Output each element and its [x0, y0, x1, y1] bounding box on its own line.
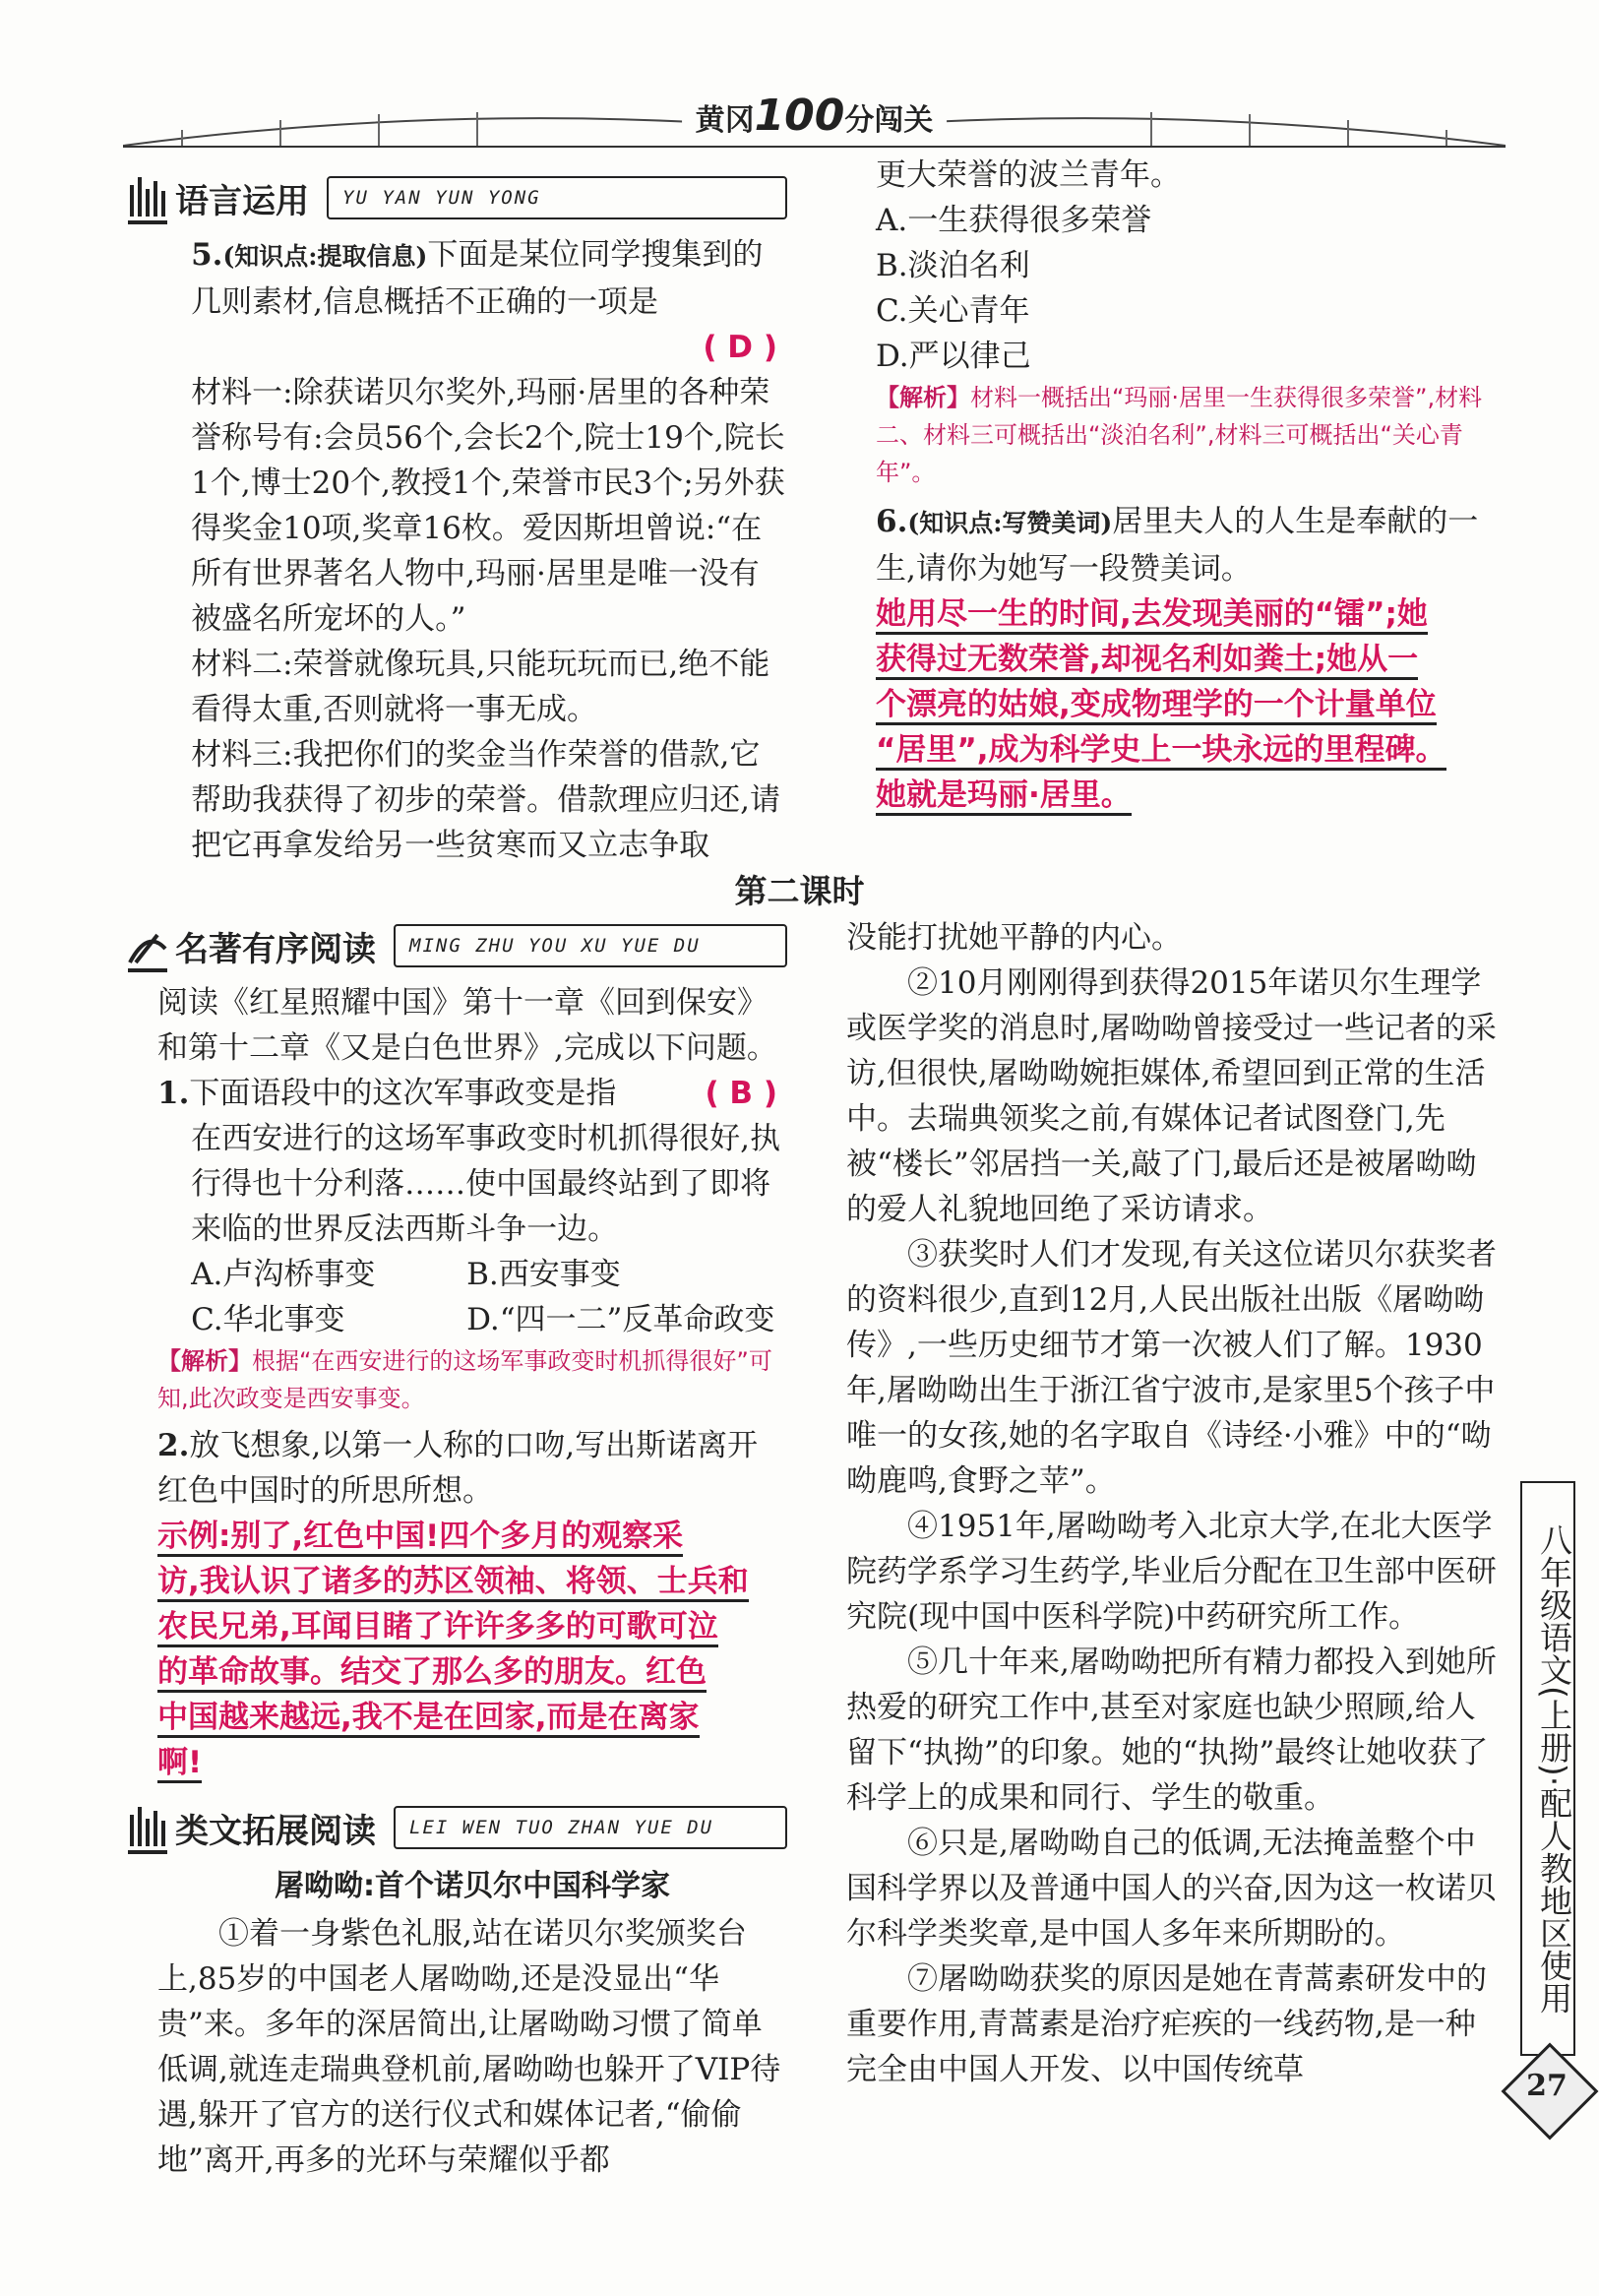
analysis-text: 根据“在西安进行的这场军事政变时机抓得很好”可知,此次政变是西安事变。 — [157, 1347, 772, 1412]
answer-line: 农民兄弟,耳闻目睹了许许多多的可歌可泣 — [157, 1609, 718, 1647]
page-number: 27 — [1526, 2069, 1568, 2103]
question-number: 2. — [157, 1428, 190, 1463]
option-b: B.西安事变 — [466, 1257, 621, 1292]
material-1: 材料一:除获诺贝尔奖外,玛丽·居里的各种荣誉称号有:会员56个,会长2个,院士19个,院长1个,博士20个,教授1个,荣誉市民3个;另外获得奖金10项,奖章16枚。爱因斯坦曾说:“在所有世界著名人物中,玛丽·居里是唯一没有被盛名所宠坏的人。” — [191, 375, 785, 637]
question-number: 6. — [876, 504, 908, 539]
header-rule — [123, 146, 1506, 148]
question-stem: 放飞想象,以第一人称的口吻,写出斯诺离开红色中国时的所思所想。 — [157, 1428, 759, 1509]
question-number: 1. — [157, 1076, 190, 1111]
analysis-text: 材料一概括出“玛丽·居里一生获得很多荣誉”,材料二、材料三可概括出“淡泊名利”,材料三可概括出“关心青年”。 — [876, 384, 1483, 486]
option-d: D.“四一二”反革命政变 — [466, 1302, 775, 1337]
answer-6 — [876, 591, 1506, 818]
header-number: 100 — [754, 91, 845, 141]
analysis-label: 【解析】 — [876, 384, 970, 411]
reading-q1 — [157, 1071, 787, 1116]
section-header-yuyan — [128, 167, 787, 228]
question-stem: 下面语段中的这次军事政变是指 — [189, 1076, 617, 1111]
article-paragraph-1: ①着一身紫色礼服,站在诺贝尔奖颁奖台上,85岁的中国老人屠呦呦,还是没显出“华贵”来。多年的深居简出,让屠呦呦习惯了简单低调,就连走瑞典登机前,屠呦呦也躲开了VIP待遇,躲开了官方的送行仪式和媒体记者,“偷偷地”离开,再多的光环与荣耀似乎都 — [157, 1916, 781, 2178]
article-title: 屠呦呦:首个诺贝尔中国科学家 — [275, 1869, 670, 1903]
section-icon — [128, 919, 167, 972]
header-pre: 黄冈 — [695, 103, 755, 138]
lesson-title: 第二课时 — [734, 872, 865, 910]
left-column-bottom — [157, 915, 787, 2183]
article-paragraph-3: ③获奖时人们才发现,有关这位诺贝尔获奖者的资料很少,直到12月,人民出版社出版《屠呦呦传》,一些历史细节才第一次被人们了解。1930年,屠呦呦出生于浙江省宁波市,是家里5个孩子中唯一的女孩,她的名字取自《诗经·小雅》中的“呦呦鹿鸣,食野之苹”。 — [846, 1237, 1497, 1499]
answer-choice: ( D ) — [703, 330, 777, 365]
answer-2 — [157, 1514, 787, 1785]
left-column-top — [157, 167, 787, 868]
answer-line: 啊! — [157, 1745, 202, 1783]
section-title: 语言运用 — [175, 181, 309, 221]
answer-line: 她就是玛丽·居里。 — [876, 777, 1132, 816]
section-title: 名著有序阅读 — [175, 929, 376, 969]
option-b: B.淡泊名利 — [876, 248, 1030, 283]
section-title: 类文拓展阅读 — [175, 1811, 376, 1851]
answer-choice: ( B ) — [705, 1076, 777, 1111]
answer-line: 获得过无数荣誉,却视名利如粪土;她从一 — [876, 642, 1418, 680]
options-row-1 — [157, 1252, 787, 1297]
section-pinyin: LEI WEN TUO ZHAN YUE DU — [394, 1806, 787, 1849]
section-header-leiwen — [128, 1797, 787, 1858]
right-column-bottom — [846, 915, 1506, 2092]
article-paragraph-6: ⑥只是,屠呦呦自己的低调,无法掩盖整个中国科学界以及普通中国人的兴奋,因为这一枚诺贝尔科学类奖章,是中国人多年来所期盼的。 — [846, 1826, 1497, 1952]
page-header — [123, 91, 1506, 150]
section-pinyin: MING ZHU YOU XU YUE DU — [394, 924, 787, 967]
question-6 — [876, 499, 1506, 591]
analysis — [157, 1342, 787, 1417]
options-row-2 — [157, 1297, 787, 1342]
option-c: C.华北事变 — [191, 1302, 345, 1337]
article-paragraph-4: ④1951年,屠呦呦考入北京大学,在北大医学院药学系学习生药学,毕业后分配在卫生部中医研究院(现中国中医科学院)中药研究所工作。 — [846, 1509, 1497, 1635]
side-grade-label: 八年级语文(上册)·配人教地区使用 — [1520, 1481, 1575, 2056]
section-icon — [128, 171, 167, 224]
material-3: 材料三:我把你们的奖金当作荣誉的借款,它帮助我获得了初步的荣誉。借款理应归还,请把它再拿发给另一些贫寒而又立志争取 — [191, 737, 780, 863]
quoted-passage: 在西安进行的这场军事政变时机抓得很好,执行得也十分利落……使中国最终站到了即将来临的世界反法西斯斗争一边。 — [191, 1121, 780, 1247]
material-2: 材料二:荣誉就像玩具,只能玩玩而已,绝不能看得太重,否则就将一事无成。 — [191, 647, 770, 727]
article-paragraph-1-continued: 没能打扰她平静的内心。 — [846, 920, 1182, 956]
reading-intro: 阅读《红星照耀中国》第十一章《回到保安》和第十二章《又是白色世界》,完成以下问题。 — [157, 985, 777, 1066]
section-header-mingzhu — [128, 915, 787, 976]
answer-line: 个漂亮的姑娘,变成物理学的一个计量单位 — [876, 687, 1437, 725]
answer-line: 她用尽一生的时间,去发现美丽的“镭”;她 — [876, 596, 1428, 635]
right-column-top — [876, 153, 1506, 818]
question-stem: 居里夫人的人生是奉献的一生,请你为她写一段赞美词。 — [876, 504, 1479, 587]
reading-q2 — [157, 1423, 787, 1514]
answer-line: “居里”,成为科学史上一块永远的里程碑。 — [876, 732, 1446, 771]
answer-line: 访,我认识了诸多的苏区领袖、将领、士兵和 — [157, 1564, 749, 1602]
material-3-continued: 更大荣誉的波兰青年。 — [876, 157, 1181, 193]
section-icon — [128, 1801, 167, 1854]
analysis-label: 【解析】 — [157, 1347, 252, 1375]
question-number: 5. — [191, 237, 223, 273]
option-a: A.一生获得很多荣誉 — [876, 203, 1152, 238]
question-stem: 下面是某位同学搜集到的几则素材,信息概括不正确的一项是 — [191, 237, 764, 320]
section-pinyin: YU YAN YUN YONG — [327, 176, 787, 219]
knowledge-point: (知识点:提取信息) — [222, 242, 428, 271]
option-a: A.卢沟桥事变 — [191, 1257, 376, 1292]
article-paragraph-7: ⑦屠呦呦获奖的原因是她在青蒿素研发中的重要作用,青蒿素是治疗疟疾的一线药物,是一种完全由中国人开发、以中国传统草 — [846, 1961, 1487, 2087]
knowledge-point: (知识点:写赞美词) — [907, 509, 1113, 537]
header-post: 分闯关 — [844, 103, 934, 138]
analysis — [876, 379, 1506, 491]
header-title — [682, 91, 948, 141]
article-paragraph-2: ②10月刚刚得到获得2015年诺贝尔生理学或医学奖的消息时,屠呦呦曾接受过一些记者的采访,但很快,屠呦呦婉拒媒体,希望回到正常的生活中。去瑞典领奖之前,有媒体记者试图登门,先被“楼长”邻居挡一关,敲了门,最后还是被屠呦呦的爱人礼貌地回绝了采访请求。 — [846, 965, 1497, 1227]
answer-line: 示例:别了,红色中国!四个多月的观察采 — [157, 1519, 683, 1557]
option-c: C.关心青年 — [876, 293, 1030, 329]
option-d: D.严以律己 — [876, 339, 1031, 374]
answer-line: 的革命故事。结交了那么多的朋友。红色 — [157, 1654, 707, 1693]
question-5 — [157, 232, 787, 325]
answer-bracket — [157, 325, 787, 370]
article-paragraph-5: ⑤几十年来,屠呦呦把所有精力都投入到她所热爱的研究工作中,甚至对家庭也缺少照顾,给人留下“执拗”的印象。她的“执拗”最终让她收获了科学上的成果和同行、学生的敬重。 — [846, 1644, 1497, 1816]
answer-line: 中国越来越远,我不是在回家,而是在离家 — [157, 1700, 700, 1738]
